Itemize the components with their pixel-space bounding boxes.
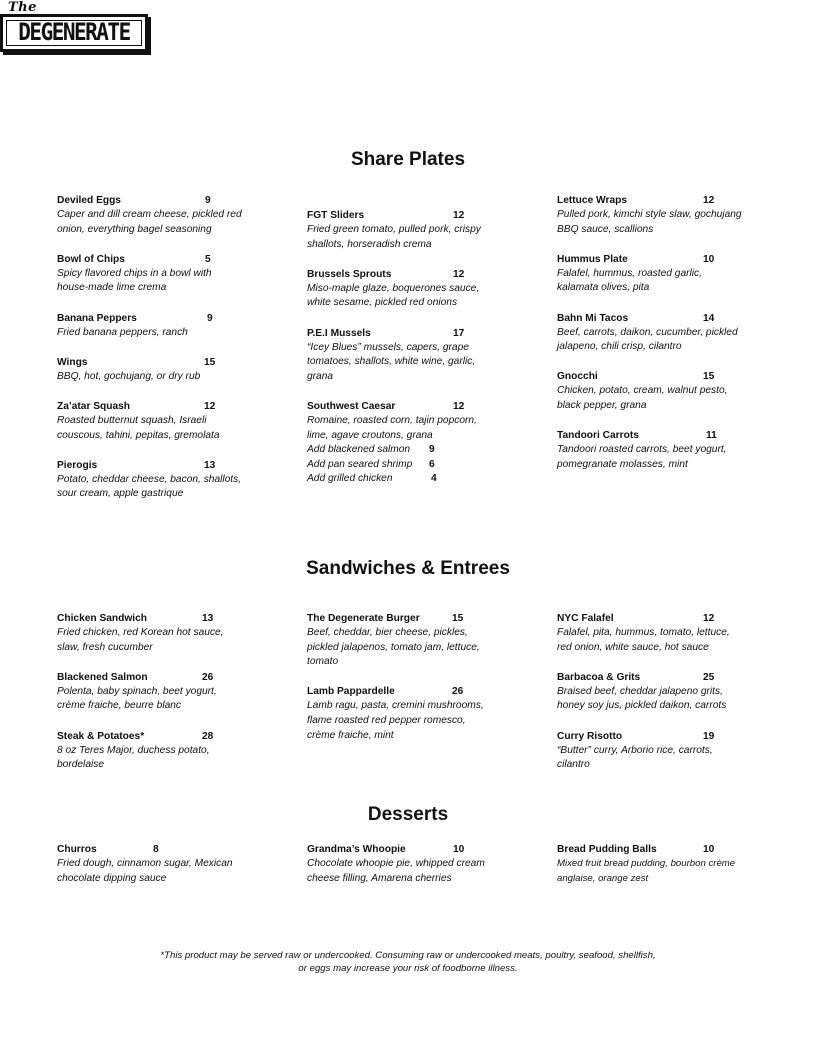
addon-label: Add pan seared shrimp [307, 458, 413, 470]
menu-item-description: crème fraiche, beurre blanc [57, 700, 182, 712]
menu-item-description: red onion, white sauce, hot sauce [557, 641, 709, 653]
menu-item [307, 842, 522, 886]
menu-item-name: Blackened Salmon [57, 671, 148, 683]
menu-item [307, 267, 522, 311]
menu-item-name: Barbacoa & Grits [557, 671, 641, 683]
menu-item-header [557, 252, 772, 267]
menu-item-description: Fried green tomato, pulled pork, crispy [307, 224, 481, 235]
menu-item-price: 8 [153, 844, 159, 855]
menu-item-description: kalamata olives, pita [557, 282, 650, 294]
raw-food-disclaimer [0, 950, 816, 975]
logo-name: DEGENERATE [18, 18, 130, 46]
menu-item-description: Beef, cheddar, bier cheese, pickles, [307, 627, 468, 638]
menu-item-description: tomatoes, shallots, white wine, garlic, [307, 356, 476, 368]
disclaimer-line: *This product may be served raw or undercooked. Consuming raw or undercooked meats, poultry, seafood, shellfish, [160, 950, 656, 961]
menu-item-description: pomegranate molasses, mint [557, 458, 688, 470]
menu-item-header [557, 670, 772, 685]
menu-item-name: Steak & Potatoes* [57, 730, 145, 742]
menu-item-price: 10 [703, 253, 715, 265]
menu-item-name: Churros [57, 844, 97, 855]
menu-item-header [307, 611, 522, 626]
menu-item [307, 611, 522, 670]
menu-item-description: honey soy jus, pickled daikon, carrots [557, 700, 727, 712]
sandwiches-column-2 [307, 611, 522, 743]
menu-item-price: 9 [207, 312, 213, 324]
menu-item-price: 14 [703, 312, 715, 324]
menu-item-header [57, 252, 272, 267]
menu-item-header [557, 193, 772, 208]
menu-item-header [307, 684, 522, 699]
menu-item-name: Deviled Eggs [57, 195, 121, 206]
menu-item [307, 208, 522, 252]
menu-item-header [307, 842, 522, 857]
menu-item-name: Lamb Pappardelle [307, 686, 395, 698]
menu-item-name: Southwest Caesar [307, 400, 396, 412]
addon-label: Add blackened salmon [307, 444, 411, 456]
menu-item-description: pickled jalapenos, tomato jam, lettuce, [307, 641, 480, 653]
menu-item-price: 26 [452, 686, 464, 698]
menu-item-header [307, 326, 522, 341]
menu-item-header [557, 311, 772, 326]
caesar-addon [307, 472, 522, 487]
menu-item-price: 10 [703, 844, 715, 855]
menu-item-price: 12 [703, 195, 715, 206]
caesar-addons [307, 443, 522, 487]
addon-price: 9 [429, 444, 435, 456]
menu-item-header [57, 399, 272, 414]
menu-item-description: Beef, carrots, daikon, cucumber, pickled [557, 326, 738, 338]
menu-item [557, 428, 772, 472]
menu-item [57, 311, 272, 341]
menu-item [307, 684, 522, 743]
menu-item-description: Fried chicken, red Korean hot sauce, [57, 627, 224, 638]
menu-item-description: “Icey Blues” mussels, capers, grape [307, 341, 469, 353]
menu-item [57, 252, 272, 296]
menu-item-name: Curry Risotto [557, 730, 623, 742]
menu-item [307, 399, 522, 443]
menu-item-header [557, 369, 772, 384]
menu-item-description: flame roasted red pepper romesco, [307, 714, 466, 726]
menu-item-header [57, 729, 272, 744]
menu-item-header [57, 458, 272, 473]
menu-item-description: sour cream, apple gastrique [57, 488, 184, 500]
share-plates-column-2 [307, 208, 522, 487]
menu-item-description: chocolate dipping sauce [57, 872, 167, 884]
menu-item-description: tomato [307, 656, 339, 668]
menu-item-header [557, 611, 772, 626]
menu-item-price: 12 [453, 400, 465, 412]
menu-item-description: Miso-maple glaze, boquerones sauce, [307, 282, 480, 294]
menu-item [557, 311, 772, 355]
menu-item-header [307, 267, 522, 282]
menu-item-description: couscous, tahini, pepitas, gremolata [57, 429, 220, 441]
addon-price: 4 [431, 473, 437, 485]
menu-item-description: cheese filling, Amarena cherries [307, 872, 452, 884]
menu-item-description: Falafel, pita, hummus, tomato, lettuce, [557, 627, 730, 638]
desserts-column-1 [57, 842, 272, 886]
share-plates-column-1 [57, 193, 272, 502]
disclaimer-line: or eggs may increase your risk of foodborne illness. [298, 962, 518, 974]
menu-item-price: 15 [703, 371, 715, 383]
caesar-addon [307, 458, 522, 473]
menu-item-description: 8 oz Teres Major, duchess potato, [57, 744, 210, 756]
menu-item-name: Tandoori Carrots [557, 430, 639, 442]
menu-item [557, 252, 772, 296]
menu-item-price: 15 [204, 356, 216, 368]
menu-item-header [57, 193, 272, 208]
menu-item-name: FGT Sliders [307, 210, 365, 221]
menu-item-description: Polenta, baby spinach, beet yogurt, [57, 685, 217, 697]
menu-item-name: Brussels Sprouts [307, 268, 392, 280]
menu-item-description: white sesame, pickled red onions [307, 297, 458, 309]
menu-item-description: Roasted butternut squash, Israeli [57, 414, 207, 426]
logo-the: The [8, 0, 37, 15]
menu-item-header [57, 611, 272, 626]
menu-item-description: BBQ, hot, gochujang, or dry rub [57, 370, 201, 382]
menu-item-name: Chicken Sandwich [57, 613, 148, 624]
menu-item-header [57, 842, 272, 857]
menu-item-price: 12 [703, 613, 715, 624]
menu-item-price: 25 [703, 671, 715, 683]
menu-item-name: The Degenerate Burger [307, 613, 420, 624]
menu-item-price: 28 [202, 730, 214, 742]
menu-item-description: crème fraiche, mint [307, 729, 394, 741]
menu-item-price: 5 [205, 253, 211, 265]
menu-item-description: Fried dough, cinnamon sugar, Mexican [57, 858, 233, 869]
menu-item-header [557, 428, 772, 443]
menu-item-description: jalapeno, chili crisp, cilantro [557, 341, 682, 353]
addon-price: 6 [429, 458, 435, 470]
menu-item-header [57, 311, 272, 326]
menu-item-name: P.E.I Mussels [307, 327, 371, 339]
menu-item-description: Chicken, potato, cream, walnut pesto, [557, 385, 728, 397]
menu-item-description: cilantro [557, 759, 590, 771]
menu-item-description: “Butter” curry, Arborio rice, carrots, [557, 744, 713, 756]
menu-item-description: Lamb ragu, pasta, cremini mushrooms, [307, 700, 484, 712]
menu-item-description: Fried banana peppers, ranch [57, 326, 188, 338]
menu-item-description: onion, everything bagel seasoning [57, 223, 212, 235]
menu-item [57, 355, 272, 385]
menu-item-description: shallots, horseradish crema [307, 238, 432, 250]
menu-item-name: Bahn Mi Tacos [557, 312, 629, 324]
sandwiches-column-3 [557, 611, 772, 773]
menu-item-price: 15 [452, 613, 464, 624]
menu-item-name: Grandma’s Whoopie [307, 844, 406, 855]
menu-item-description: black pepper, grana [557, 399, 647, 411]
menu-item [557, 842, 772, 886]
menu-item-description: Falafel, hummus, roasted garlic, [557, 267, 702, 279]
menu-item-name: Hummus Plate [557, 253, 628, 265]
desserts-column-2 [307, 842, 522, 886]
menu-item-name: Wings [57, 356, 88, 368]
menu-item-description: house-made lime crema [57, 282, 167, 294]
menu-item [557, 670, 772, 714]
menu-item-price: 19 [703, 730, 715, 742]
menu-item-header [307, 208, 522, 223]
menu-item [557, 611, 772, 655]
menu-item-price: 26 [202, 671, 214, 683]
menu-item-name: Banana Peppers [57, 312, 137, 324]
share-plates-column-3 [557, 193, 772, 472]
addon-label: Add grilled chicken [307, 473, 393, 485]
menu-item-price: 9 [205, 195, 211, 206]
menu-item-description: BBQ sauce, scallions [557, 223, 654, 235]
menu-item [557, 729, 772, 773]
menu-item-name: Gnocchi [557, 371, 598, 383]
sandwiches-column-1 [57, 611, 272, 773]
menu-item [307, 326, 522, 385]
menu-item-header [557, 729, 772, 744]
menu-item [557, 193, 772, 237]
menu-item-description: Caper and dill cream cheese, pickled red [57, 209, 242, 220]
menu-item-price: 17 [453, 327, 465, 339]
menu-item-price: 12 [204, 400, 216, 412]
menu-item-description: Mixed fruit bread pudding, bourbon crème [557, 858, 736, 869]
menu-item-description: bordelaise [57, 759, 105, 771]
heading-desserts: Desserts [367, 804, 449, 825]
menu-item-name: Za’atar Squash [57, 400, 131, 412]
restaurant-logo [0, 0, 154, 60]
heading-sandwiches-entrees: Sandwiches & Entrees [306, 558, 510, 579]
menu-item-description: Braised beef, cheddar jalapeno grits, [557, 685, 723, 697]
menu-item-name: Lettuce Wraps [557, 195, 628, 206]
menu-item-description: Chocolate whoopie pie, whipped cream [307, 858, 485, 869]
menu-item-price: 11 [706, 430, 717, 442]
menu-item-name: Bowl of Chips [57, 253, 125, 265]
menu-item-description: Potato, cheddar cheese, bacon, shallots, [57, 473, 242, 485]
menu-item [57, 842, 272, 886]
menu-item-price: 12 [453, 268, 465, 280]
menu-item-price: 12 [453, 210, 465, 221]
caesar-addon [307, 443, 522, 458]
menu-item-header [557, 842, 772, 857]
menu-item-name: Pierogis [57, 459, 98, 471]
menu-item-name: Bread Pudding Balls [557, 844, 657, 855]
menu-item-price: 13 [204, 459, 216, 471]
menu-item-header [57, 670, 272, 685]
menu-item-description: Spicy flavored chips in a bowl with [57, 267, 212, 279]
menu-item-description: anglaise, orange zest [557, 872, 649, 884]
menu-item-description: slaw, fresh cucumber [57, 641, 153, 653]
menu-item-description: grana [307, 370, 334, 382]
menu-item [57, 611, 272, 655]
menu-item-header [57, 355, 272, 370]
menu-item [57, 729, 272, 773]
menu-item [57, 458, 272, 502]
menu-item-description: lime, agave croutons, grana [307, 429, 433, 441]
menu-item [57, 670, 272, 714]
heading-share-plates: Share Plates [350, 149, 466, 170]
menu-item-name: NYC Falafel [557, 613, 614, 624]
desserts-column-3 [557, 842, 772, 886]
menu-item-description: Tandoori roasted carrots, beet yogurt, [557, 444, 727, 456]
menu-item-price: 10 [453, 844, 465, 855]
menu-item-description: Pulled pork, kimchi style slaw, gochujang [557, 209, 742, 220]
menu-item-price: 13 [202, 613, 214, 624]
menu-item [57, 399, 272, 443]
menu-item-description: Romaine, roasted corn, tajin popcorn, [307, 414, 477, 426]
menu-item-header [307, 399, 522, 414]
menu-item [557, 369, 772, 413]
menu-item [57, 193, 272, 237]
